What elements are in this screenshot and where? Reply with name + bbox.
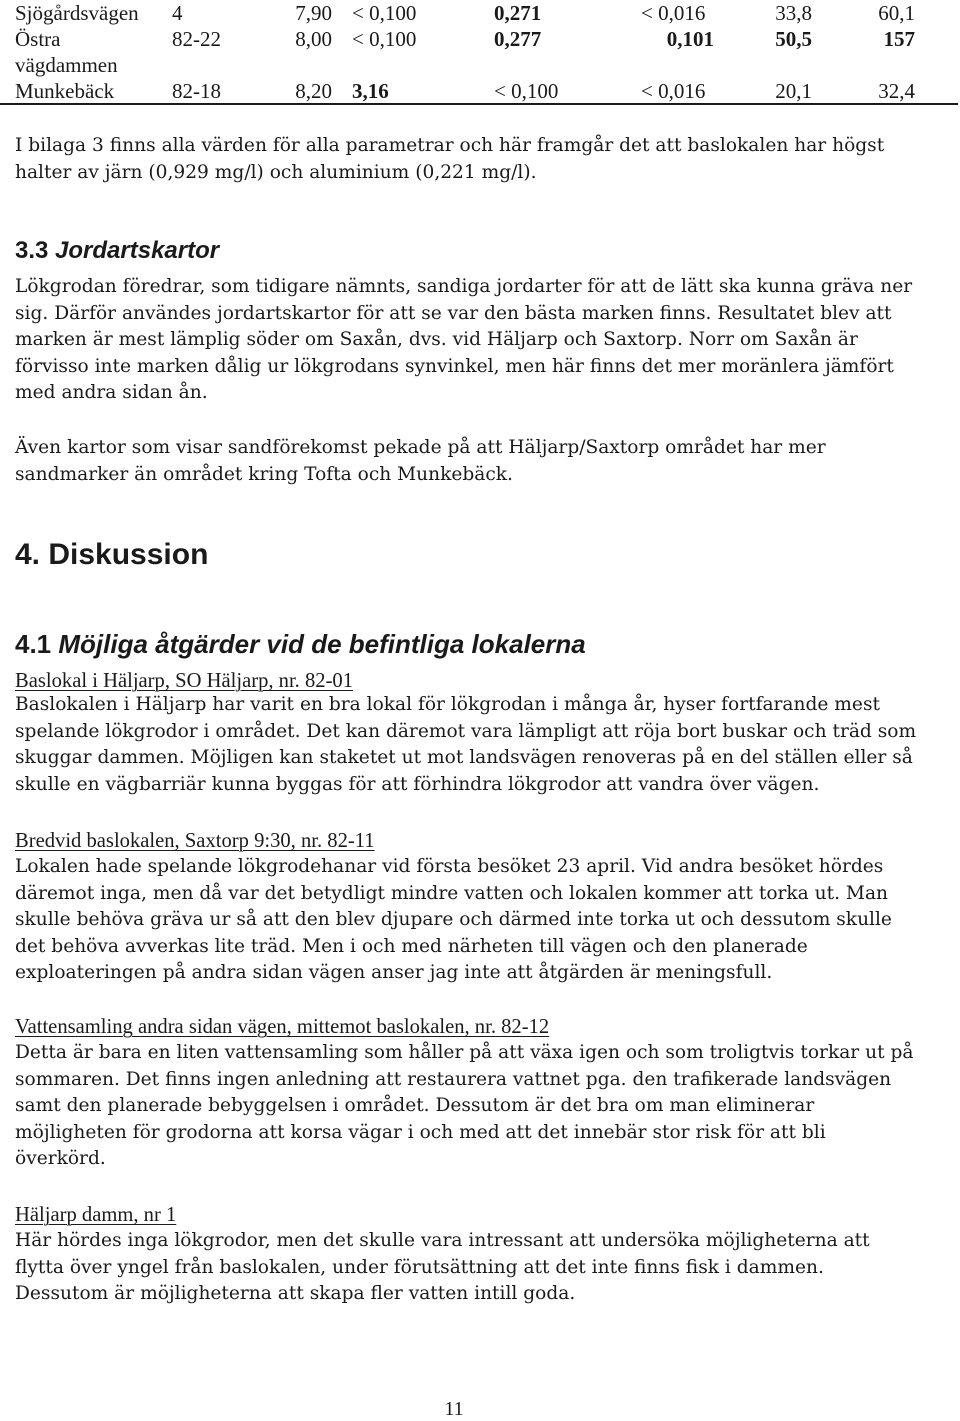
table-cell-c1: < 0,100 [352, 27, 417, 51]
text-line: skuggar dammen. Möjligen kan staketet ut mot landsvägen renoveras på en del ställen eller så [15, 747, 913, 769]
table-cell-c3: < 0,016 [641, 79, 706, 103]
table-cell-name: Sjögårdsvägen [15, 1, 139, 25]
text-line: exploateringen på andra sidan vägen anser jag inte att åtgärden är meningsfull. [15, 962, 773, 984]
text-line: sandmarker än området kring Tofta och Munkebäck. [15, 463, 513, 485]
table-cell-c3: 0,101 [666, 27, 714, 51]
text-line: Här hördes inga lökgrodor, men det skulle vara intressant att undersöka möjligheterna att [15, 1230, 870, 1251]
table-cell-ph: 7,90 [295, 1, 332, 25]
text-line: spelande lökgrodor i området. Det kan däremot vara lämpligt att röja bort buskar och träd som [15, 720, 917, 742]
text-line: överkörd. [15, 1148, 106, 1170]
text-line: det behöva avverkas lite träd. Men i och med närheten till vägen och den planerade [15, 935, 808, 957]
table-cell-c5: 32,4 [878, 79, 915, 103]
subsection-heading: Vattensamling andra sidan vägen, mittemot baslokalen, nr. 82-12 [15, 1016, 550, 1038]
subsection-heading: Häljarp damm, nr 1 [15, 1204, 177, 1226]
text-line: halter av järn (0,929 mg/l) och aluminium (0,221 mg/l). [15, 161, 537, 183]
text-line: sommaren. Det finns ingen anledning att restaurera vattnet pga. den trafikerade landsvägen [15, 1068, 892, 1090]
jordartskartor-paragraph-2 [15, 435, 945, 488]
subsection-paragraph [15, 1228, 945, 1308]
chapter-heading-diskussion: 4. Diskussion [15, 538, 209, 571]
table-cell-c3: < 0,016 [641, 1, 706, 25]
table-cell-ph: 8,20 [295, 79, 332, 103]
table-cell-nr: 82-18 [172, 79, 221, 103]
section-heading-4-1 [15, 626, 586, 662]
table-cell-c2: 0,271 [494, 1, 542, 25]
table-bottom-rule [0, 103, 958, 105]
table-cell-c1: 3,16 [352, 79, 389, 103]
table-cell-name: Munkebäck [15, 79, 115, 103]
text-line: förvisso inte marken dålig ur lökgrodans synvinkel, men här finns det mer moränlera jämfört [15, 355, 894, 377]
table-cell-c2: 0,277 [494, 27, 542, 51]
section-title: Jordartskartor [55, 237, 220, 264]
section-number: 4.1 [15, 629, 52, 659]
subsection-paragraph [15, 854, 945, 987]
subsection-paragraph [15, 692, 945, 798]
water-analysis-table [0, 0, 958, 106]
table-cell-c5: 60,1 [878, 1, 915, 25]
text-line: Detta är bara en liten vattensamling som håller på att växa igen och som troligtvis torkar ut på [15, 1042, 914, 1063]
text-line: samt den planerade bebyggelsen i området. Dessutom är det bra om man eliminerar [15, 1095, 815, 1117]
subsection-paragraph [15, 1040, 945, 1173]
page-number: 11 [444, 1398, 464, 1420]
text-line: däremot inga, men då var det betydligt mindre vatten och lokalen kommer att torka ut. Man [15, 882, 889, 904]
table-cell-c4: 50,5 [775, 27, 812, 51]
section-title: Möjliga åtgärder vid de befintliga lokalerna [58, 629, 586, 659]
text-line: Dessutom är möjligheterna att skapa fler vatten intill goda. [15, 1283, 576, 1305]
table-cell-ph: 8,00 [295, 27, 332, 51]
text-line: Lökgrodan föredrar, som tidigare nämnts, sandiga jordarter för att de lätt ska kunna gräva ner [15, 276, 913, 297]
table-cell-name: Östra [15, 27, 61, 51]
table-cell-c1: < 0,100 [352, 1, 417, 25]
text-line: skulle en vägbarriär kunna byggas för att förhindra lökgrodor att vandra över vägen. [15, 773, 820, 795]
table-cell-nr: 82-22 [172, 27, 221, 51]
section-number: 3.3 [15, 237, 49, 264]
table-cell-nr: 4 [172, 1, 183, 25]
jordartskartor-paragraph-1 [15, 274, 945, 407]
table-cell-c5: 157 [883, 27, 915, 51]
text-line: marken är mest lämplig söder om Saxån, dvs. vid Häljarp och Saxtorp. Norr om Saxån är [15, 329, 858, 351]
text-line: möjligheten för grodorna att korsa vägar i och med att det innebär stor risk för att bli [15, 1121, 826, 1143]
text-line: I bilaga 3 finns alla värden för alla parametrar och här framgår det att baslokalen har högst [15, 135, 885, 156]
text-line: Även kartor som visar sandförekomst pekade på att Häljarp/Saxtorp området har mer [15, 437, 826, 458]
section-heading-3-3 [15, 236, 219, 266]
text-line: skulle behöva gräva ur så att den blev djupare och därmed inte torka ut och dessutom skulle [15, 909, 892, 931]
table-cell-c4: 33,8 [775, 1, 812, 25]
subsection-heading: Bredvid baslokalen, Saxtorp 9:30, nr. 82-11 [15, 830, 375, 852]
table-cell-name: vägdammen [15, 53, 118, 77]
text-line: sig. Därför användes jordartskartor för att se var den bästa marken finns. Resultatet blev att [15, 302, 892, 324]
text-line: med andra sidan ån. [15, 382, 208, 404]
intro-paragraph [15, 133, 945, 186]
text-line: Lokalen hade spelande lökgrodehanar vid första besöket 23 april. Vid andra besöket hördes [15, 856, 884, 877]
text-line: Baslokalen i Häljarp har varit en bra lokal för lökgrodan i många år, hyser fortfarande mest [15, 694, 880, 715]
text-line: flytta över yngel från baslokalen, under förutsättning att det inte finns fisk i dammen. [15, 1256, 824, 1278]
table-cell-c2: < 0,100 [494, 79, 559, 103]
subsection-heading: Baslokal i Häljarp, SO Häljarp, nr. 82-01 [15, 670, 354, 692]
table-cell-c4: 20,1 [775, 79, 812, 103]
